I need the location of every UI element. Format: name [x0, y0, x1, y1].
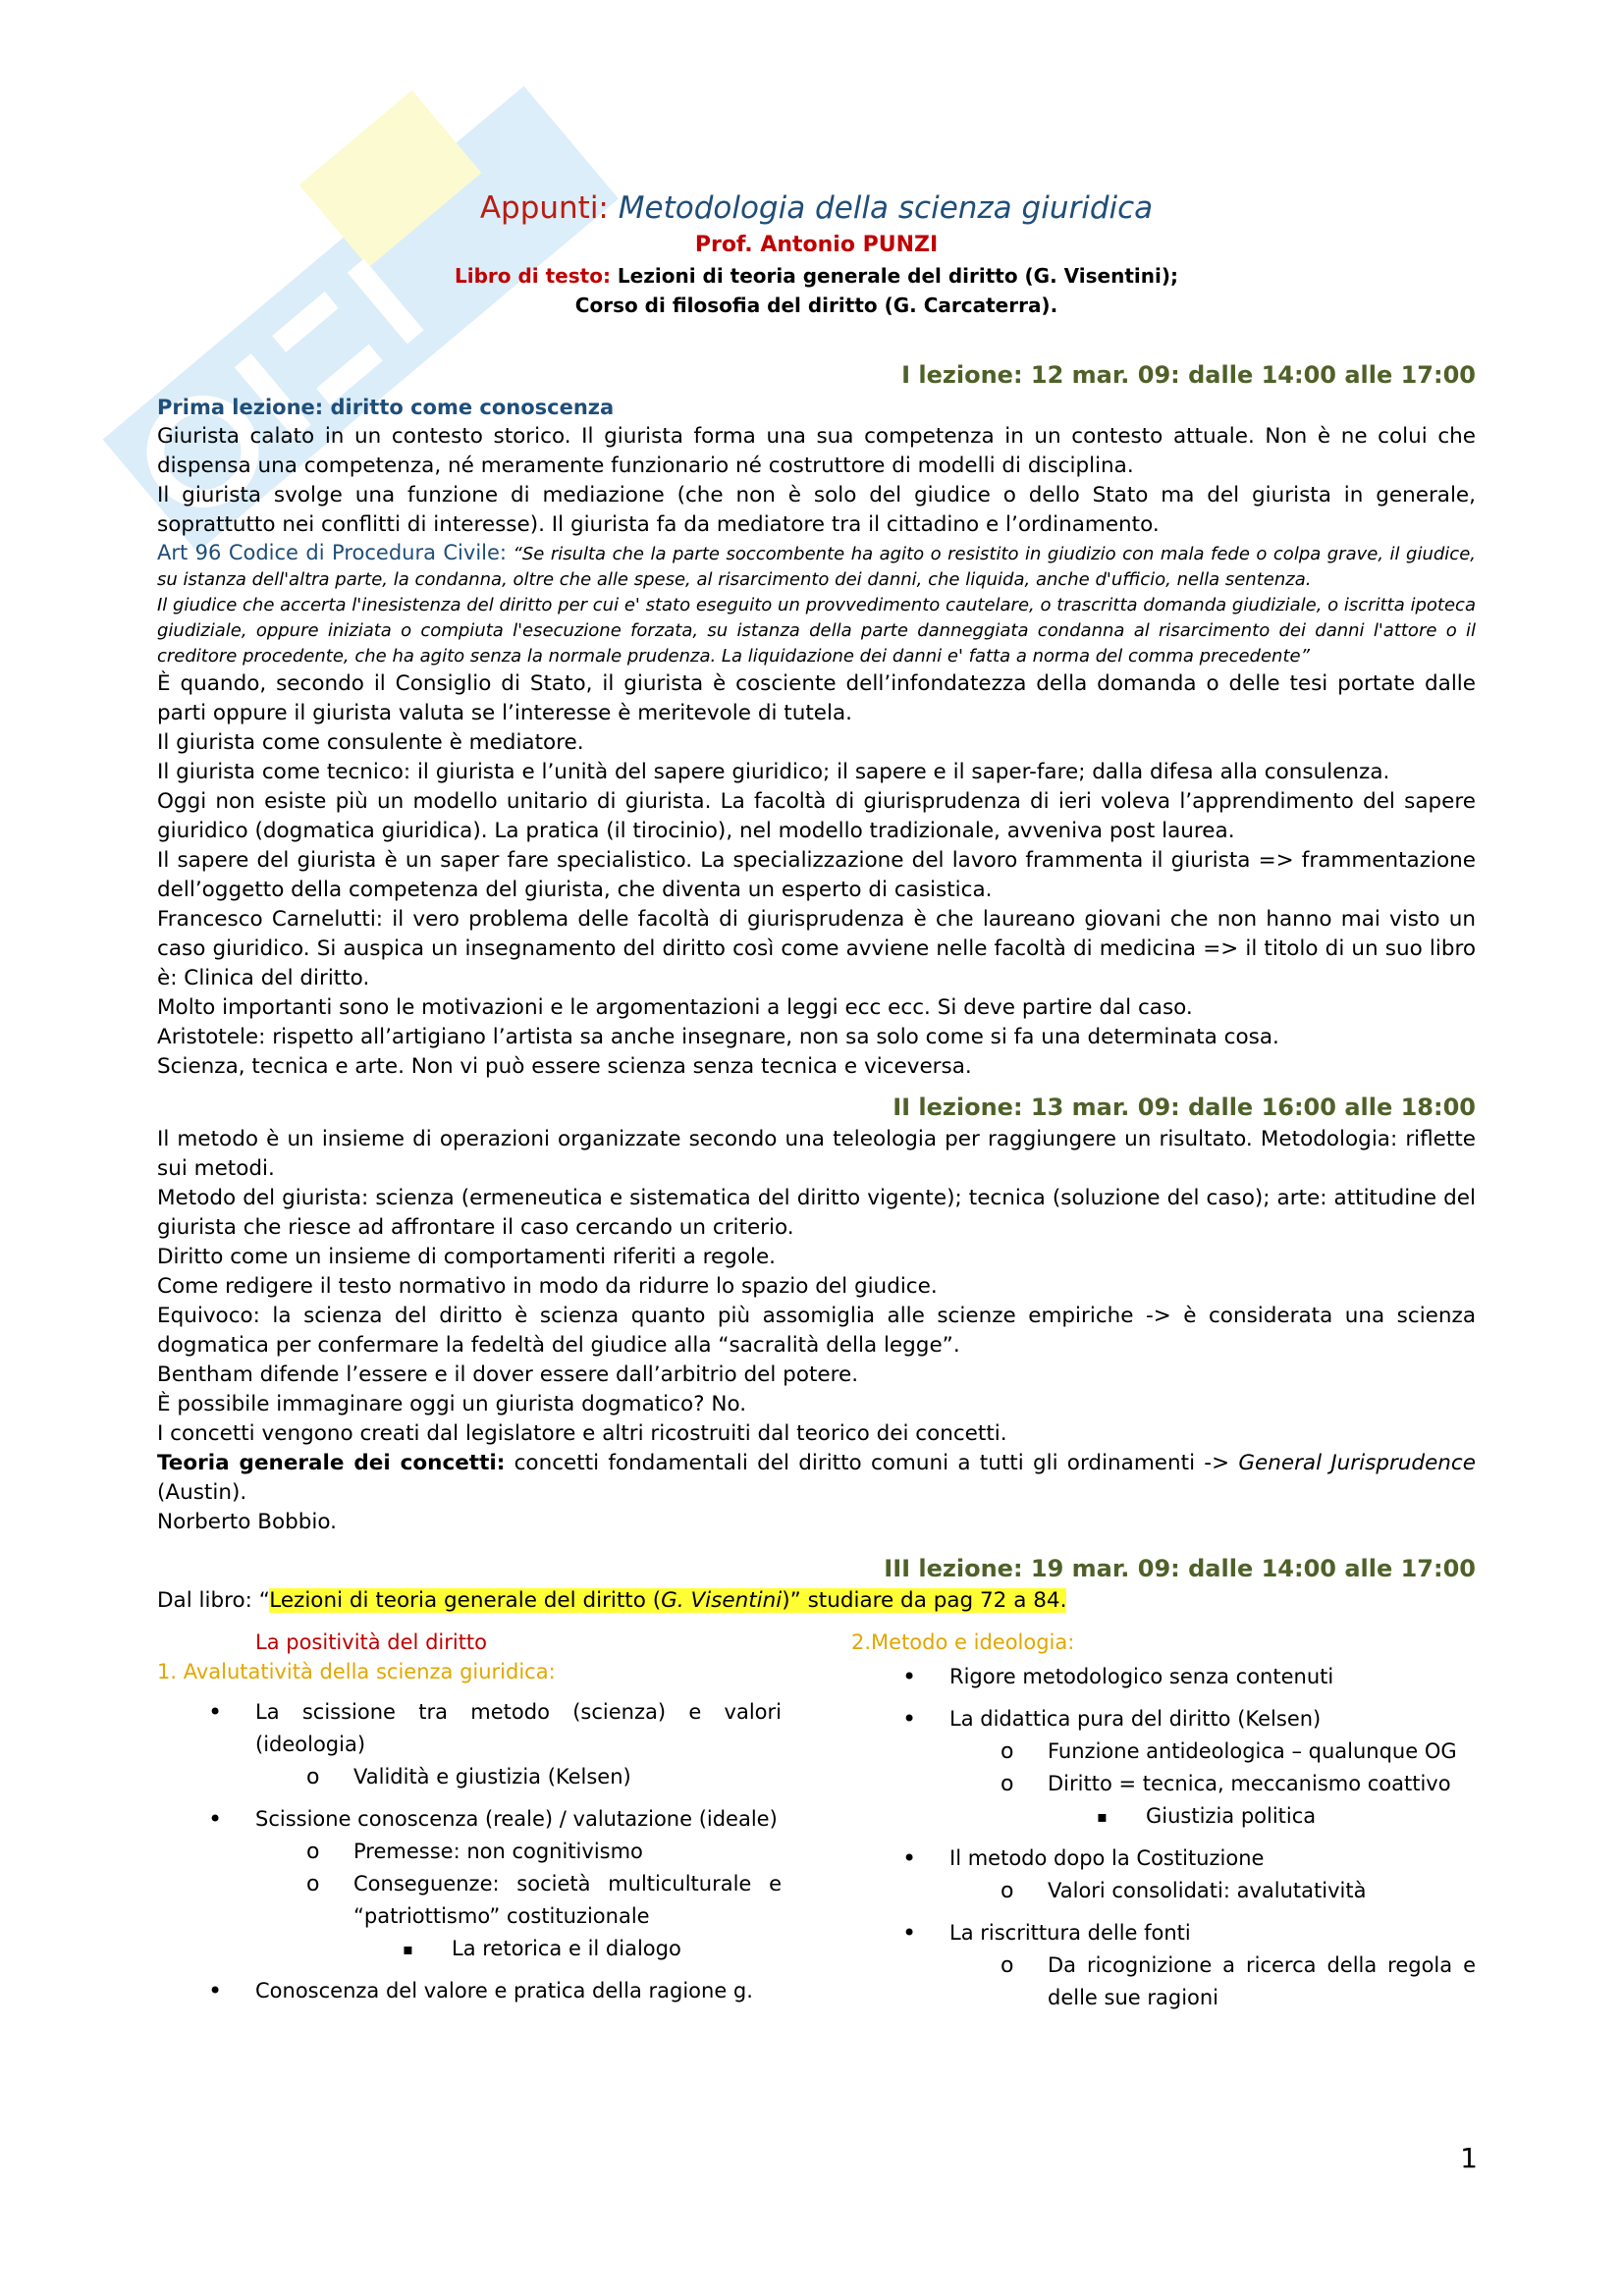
- list-item: [157, 1696, 782, 1793]
- list-item-text: Da ricognizione a ricerca della regola e delle sue ragioni: [1048, 1953, 1476, 2009]
- list-item-text: Validità e giustizia (Kelsen): [353, 1765, 631, 1789]
- left-title: La positività del diritto: [255, 1630, 488, 1654]
- textbook-line-1: [157, 261, 1476, 291]
- lesson-1-heading: I lezione: 12 mar. 09: dalle 14:00 alle 17:00: [901, 361, 1476, 389]
- paragraph: I concetti vengono creati dal legislatore e altri ricostruiti dal teorico dei concetti.: [157, 1421, 1007, 1446]
- list-item-text: Scissione conoscenza (reale) / valutazione (ideale): [255, 1807, 778, 1831]
- paragraph: Il giurista svolge una funzione di mediazione (che non è solo del giudice o dello Stato ma del giurista in generale, soprattutto nei conflitti di interesse). Il giurista fa da mediatore tra il cittadino e l’ordinamento.: [157, 483, 1476, 537]
- list-item: [949, 1735, 1476, 1768]
- paragraph: È possibile immaginare oggi un giurista dogmatico? No.: [157, 1392, 747, 1416]
- paragraph: Norberto Bobbio.: [157, 1510, 337, 1534]
- paragraph: Giurista calato in un contesto storico. Il giurista forma una sua competenza in un contesto attuale. Non è ne colui che dispensa una competenza, né meramente funzionario né costruttore di modelli di disciplina.: [157, 424, 1476, 478]
- theory-text: concetti fondamentali del diritto comuni a tutti gli ordinamenti ->: [505, 1451, 1239, 1475]
- paragraph: Scienza, tecnica e arte. Non vi può essere scienza senza tecnica e viceversa.: [157, 1054, 972, 1079]
- paragraph: Il giurista come consulente è mediatore.: [157, 730, 584, 755]
- title-course: Metodologia della scienza giuridica: [618, 190, 1154, 226]
- theory-label: Teoria generale dei concetti:: [157, 1451, 506, 1475]
- paragraph: Equivoco: la scienza del diritto è scienza quanto più assomiglia alle scienze empiriche -> è considerata una scienza dogmatica per confermare la fedeltà del giudice alla “sacralità della legge”.: [157, 1304, 1476, 1358]
- article-label: Art 96 Codice di Procedura Civile:: [157, 541, 507, 564]
- paragraph: Diritto come un insieme di comportamenti riferiti a regole.: [157, 1245, 777, 1269]
- theory-end: (Austin).: [157, 1480, 247, 1505]
- list-item: [255, 1836, 782, 1868]
- list-item-text: La retorica e il dialogo: [452, 1937, 681, 1960]
- textbook-2: Corso di filosofia del diritto (G. Carcaterra).: [574, 294, 1058, 317]
- paragraph: Come redigere il testo normativo in modo da ridurre lo spazio del giudice.: [157, 1274, 938, 1299]
- list-item: [949, 1949, 1476, 2014]
- right-section: 2.Metodo e ideologia:: [851, 1630, 1075, 1654]
- list-item: [353, 1933, 782, 1965]
- article-quote-2: Il giudice che accerta l'inesistenza del diritto per cui e' stato eseguito un provvedimento cautelare, o trascritta domanda giudiziale, o iscritta ipoteca giudiziale, oppure iniziata o compiuta l'esecuzione forzata, su istanza della parte danneggiata condanna al risarcimento dei danni l'attore o il creditore procedente, che ha agito senza la normale prudenza. La liquidazione dei danni e' fatta a norma del comma precedente”: [157, 595, 1476, 667]
- intro-prefix: Dal libro: “: [157, 1588, 270, 1613]
- lesson-3-heading: III lezione: 19 mar. 09: dalle 14:00 alle 17:00: [884, 1555, 1476, 1582]
- right-list: [851, 1661, 1476, 2014]
- paragraph: È quando, secondo il Consiglio di Stato, il giurista è cosciente dell’infondatezza della domanda o delle tesi portate dalle parti oppure il giurista valuta se l’interesse è meritevole di tutela.: [157, 671, 1476, 725]
- list-item: [255, 1868, 782, 1965]
- list-item-text: Funzione antideologica – qualunque OG: [1048, 1739, 1457, 1763]
- professor-name: Prof. Antonio PUNZI: [694, 233, 939, 257]
- textbook-1: Lezioni di teoria generale del diritto (G. Visentini);: [617, 264, 1178, 288]
- list-item: [949, 1768, 1476, 1833]
- lesson-1-subheading: Prima lezione: diritto come conoscenza: [157, 396, 615, 419]
- lesson-3-intro: [157, 1586, 1476, 1616]
- list-item: [851, 1703, 1476, 1833]
- list-item-text: Il metodo dopo la Costituzione: [949, 1846, 1265, 1870]
- right-column: [851, 1628, 1476, 2014]
- list-item: [851, 1661, 1476, 1693]
- paragraph: Oggi non esiste più un modello unitario di giurista. La facoltà di giurisprudenza di ieri voleva l’apprendimento del sapere giuridico (dogmatica giuridica). La pratica (il tirocinio), nel modello tradizionale, avveniva post laurea.: [157, 789, 1476, 843]
- paragraph: Metodo del giurista: scienza (ermeneutica e sistematica del diritto vigente); tecnica (soluzione del caso); arte: attitudine del giurista che riesce ad affrontare il caso cercando un criterio.: [157, 1186, 1476, 1240]
- page-number: 1: [1460, 2142, 1478, 2174]
- list-item-text: La didattica pura del diritto (Kelsen): [949, 1707, 1322, 1731]
- left-column: [157, 1628, 782, 2014]
- paragraph: Bentham difende l’essere e il dover essere dall’arbitrio del potere.: [157, 1362, 859, 1387]
- theory-italic: General Jurisprudence: [1238, 1451, 1476, 1475]
- list-item: [851, 1842, 1476, 1907]
- title-prefix: Appunti:: [479, 190, 609, 226]
- paragraph: Francesco Carnelutti: il vero problema delle facoltà di giurisprudenza è che laureano giovani che non hanno mai visto un caso giuridico. Si auspica un insegnamento del diritto così come avviene nelle facoltà di medicina => il titolo di un suo libro è: Clinica del diritto.: [157, 907, 1476, 990]
- list-item-text: Conoscenza del valore e pratica della ragione g.: [255, 1979, 753, 2002]
- article-quote: [157, 540, 1476, 593]
- list-item: [157, 1975, 782, 2007]
- left-section: 1. Avalutatività della scienza giuridica:: [157, 1660, 556, 1683]
- intro-highlight-italic: G. Visentini: [661, 1588, 783, 1613]
- lesson-2-heading: II lezione: 13 mar. 09: dalle 16:00 alle 18:00: [893, 1094, 1476, 1121]
- paragraph: Aristotele: rispetto all’artigiano l’artista sa anche insegnare, non sa solo come si fa una determinata cosa.: [157, 1025, 1279, 1049]
- list-item: [255, 1761, 782, 1793]
- list-item: [851, 1917, 1476, 2014]
- document-page: [157, 187, 1476, 2014]
- textbook-label: Libro di testo:: [455, 264, 611, 288]
- list-item-text: La riscrittura delle fonti: [949, 1921, 1191, 1945]
- article-text: “Se risulta che la parte soccombente ha agito o resistito in giudizio con mala fede o colpa grave, il giudice, su istanza dell'altra parte, la condanna, oltre che alle spese, al risarcimento dei danni, che liquida, anche d'ufficio, nella sentenza.: [157, 544, 1477, 590]
- paragraph: Il metodo è un insieme di operazioni organizzate secondo una teleologia per raggiungere un risultato. Metodologia: riflette sui metodi.: [157, 1127, 1476, 1181]
- list-item: [157, 1803, 782, 1965]
- list-item-text: Valori consolidati: avalutatività: [1048, 1879, 1367, 1902]
- two-column-outline: [157, 1628, 1476, 2014]
- intro-highlight-1: Lezioni di teoria generale del diritto (: [269, 1588, 662, 1613]
- paragraph: Il sapere del giurista è un saper fare specialistico. La specializzazione del lavoro frammenta il giurista => frammentazione dell’oggetto della competenza del giurista, che diventa un esperto di casistica.: [157, 848, 1476, 902]
- list-item-text: La scissione tra metodo (scienza) e valori (ideologia): [255, 1700, 782, 1756]
- list-item-text: Conseguenze: società multiculturale e “patriottismo” costituzionale: [353, 1872, 782, 1928]
- list-item-text: Diritto = tecnica, meccanismo coattivo: [1048, 1772, 1451, 1795]
- intro-highlight-2: )” studiare da pag 72 a 84.: [782, 1588, 1067, 1613]
- paragraph: Molto importanti sono le motivazioni e le argomentazioni a leggi ecc ecc. Si deve partire dal caso.: [157, 995, 1193, 1020]
- title-block: [157, 187, 1476, 320]
- list-item-text: Premesse: non cognitivismo: [353, 1840, 643, 1863]
- left-list: [157, 1696, 782, 2007]
- list-item: [949, 1875, 1476, 1907]
- list-item-text: Rigore metodologico senza contenuti: [949, 1665, 1334, 1688]
- paragraph-theory: [157, 1449, 1476, 1508]
- list-item: [1048, 1800, 1476, 1833]
- paragraph: Il giurista come tecnico: il giurista e l’unità del sapere giuridico; il sapere e il saper-fare; dalla difesa alla consulenza.: [157, 760, 1390, 784]
- document-title: [157, 187, 1476, 230]
- list-item-text: Giustizia politica: [1146, 1804, 1317, 1828]
